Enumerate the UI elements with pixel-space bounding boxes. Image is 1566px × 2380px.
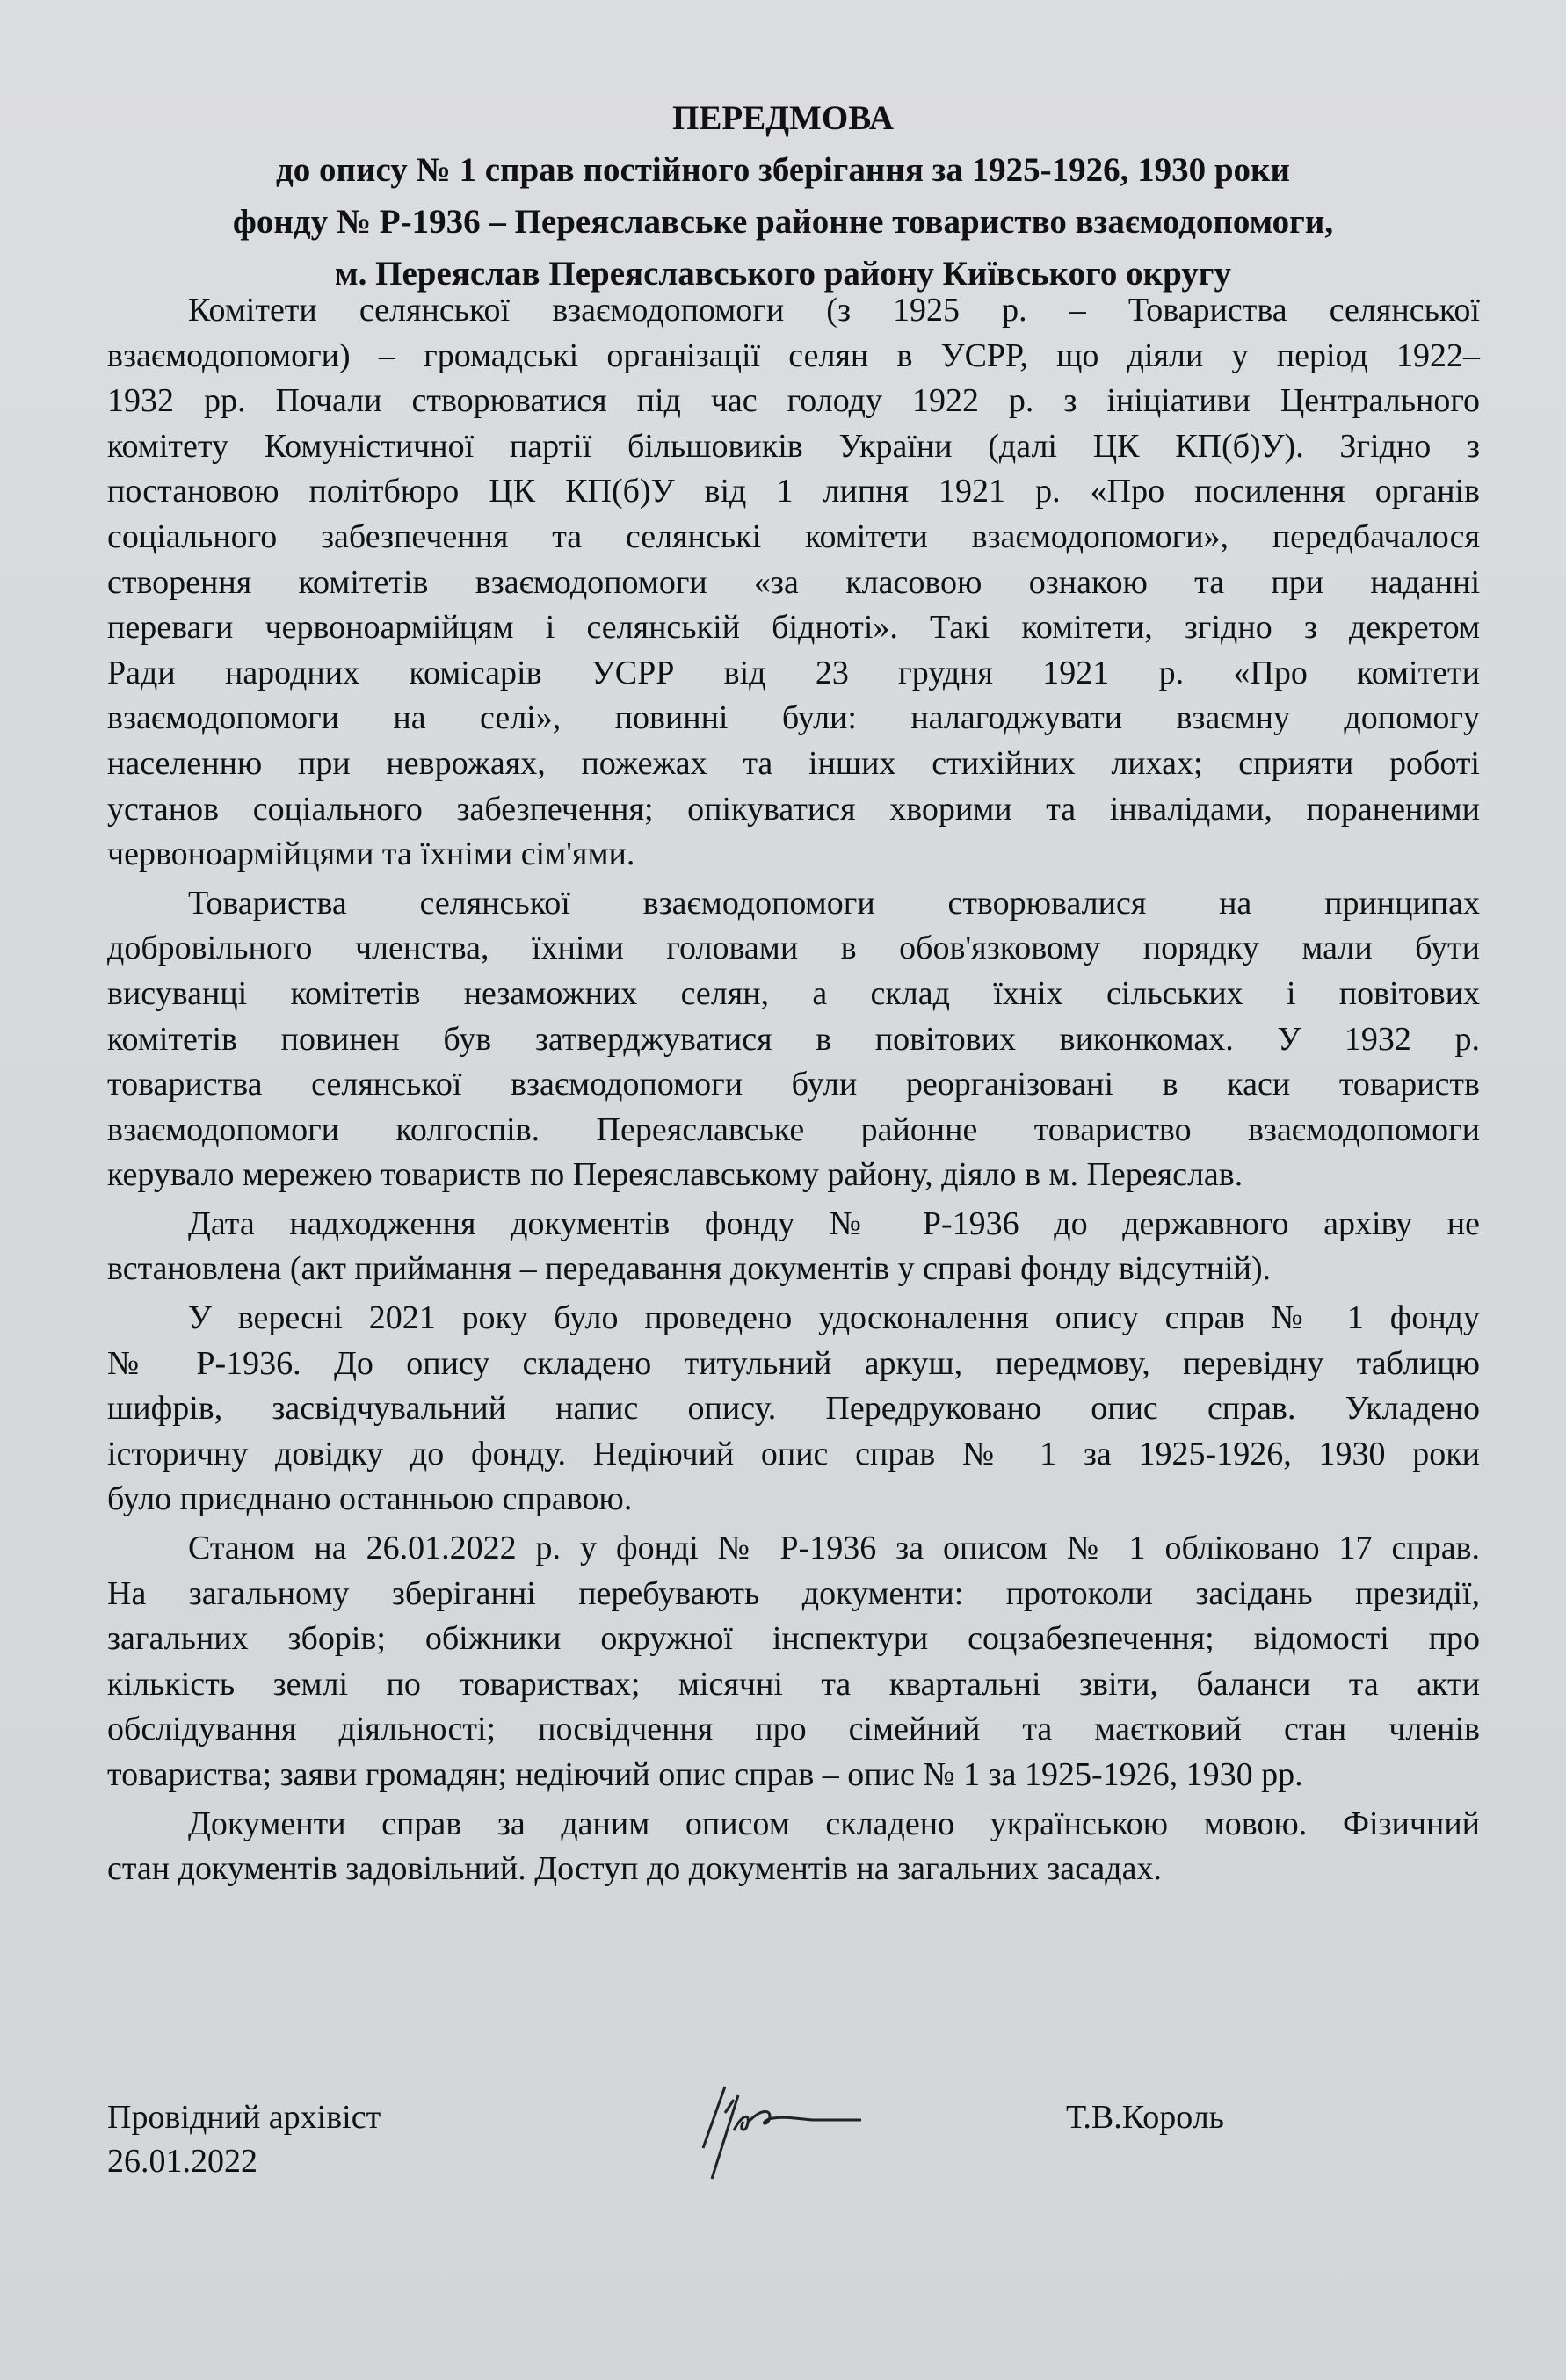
paragraph-line: товариства селянської взаємодопомоги були реорганізовані в каси товариств (107, 1066, 1480, 1103)
paragraph-line: комітету Комуністичної партії більшовиків України (далі ЦК КП(б)У). Згідно з (107, 427, 1480, 465)
paragraph-line: добровільного членства, їхніми головами в обов'язковому порядку мали бути (107, 930, 1480, 967)
paragraph-line: встановлена (акт приймання – передавання документів у справі фонду відсутній). (107, 1250, 1272, 1288)
paragraph-line: кількість землі по товариствах; місячні та квартальні звіти, баланси та акти (107, 1665, 1480, 1703)
paragraph-line: товариства; заяви громадян; недіючий опис справ – опис № 1 за 1925-1926, 1930 рр. (107, 1756, 1303, 1793)
signer-name: Т.В.Король (1066, 2099, 1224, 2136)
paragraph-line: стан документів задовільний. Доступ до документів на загальних засадах. (107, 1850, 1162, 1888)
signer-position: Провідний архівіст (107, 2099, 381, 2136)
paragraph (107, 288, 1480, 878)
paragraph-line: взаємодопомоги колгоспів. Переяславське районне товариство взаємодопомоги (107, 1110, 1480, 1148)
paragraph (107, 1526, 1480, 1798)
paragraph-line: Ради народних комісарів УСРР від 23 грудня 1921 р. «Про комітети (107, 654, 1480, 691)
paragraph-line: керувало мережею товариств по Переяславському району, діяло в м. Переяслав. (107, 1156, 1243, 1194)
paragraph-line: обслідування діяльності; посвідчення про сімейний та маєтковий стан членів (107, 1711, 1480, 1748)
paragraph-line: шифрів, засвідчувальний напис опису. Передруковано опис справ. Укладено (107, 1390, 1480, 1428)
paragraph-line: Станом на 26.01.2022 р. у фонді № Р-1936 за описом № 1 обліковано 17 справ. (188, 1530, 1480, 1567)
heading-line-3: м. Переяслав Переяславського району Київського округу (335, 255, 1231, 293)
paragraph-line: загальних зборів; обіжники окружної інспектури соцзабезпечення; відомості про (107, 1620, 1480, 1658)
signer-block (107, 2095, 381, 2183)
paragraph (107, 1202, 1480, 1292)
paragraph-line: взаємодопомоги) – громадські організації селян в УСРР, що діяли у період 1922– (107, 336, 1480, 374)
paragraph-line: соціального забезпечення та селянські комітети взаємодопомоги», передбачалося (107, 517, 1480, 555)
document-body (107, 288, 1480, 1896)
paragraph-line: установ соціального забезпечення; опікуватися хворими та інвалідами, пораненими (107, 790, 1480, 828)
paragraph-line: постановою політбюро ЦК КП(б)У від 1 липня 1921 р. «Про посилення органів (107, 473, 1480, 510)
heading-line-1: до опису № 1 справ постійного зберігання за 1925-1926, 1930 роки (276, 151, 1290, 189)
document-heading (88, 92, 1478, 300)
paragraph-line: Дата надходження документів фонду № Р-1936 до державного архіву не (188, 1204, 1480, 1242)
paragraph-line: № Р-1936. До опису складено титульний аркуш, передмову, перевідну таблицю (107, 1344, 1480, 1382)
handwritten-signature (685, 2078, 905, 2183)
paragraph-line: На загальному зберіганні перебувають документи: протоколи засідань президії, (107, 1574, 1480, 1612)
heading-title: ПЕРЕДМОВА (672, 99, 894, 137)
paragraph-line: У вересні 2021 року було проведено удосконалення опису справ № 1 фонду (188, 1299, 1480, 1337)
paragraph-line: взаємодопомоги на селі», повинні були: налагоджувати взаємну допомогу (107, 699, 1480, 737)
paragraph-line: населенню при неврожаях, пожежах та інших стихійних лихах; сприяти роботі (107, 744, 1480, 782)
paragraph-line: червоноармійцями та їхніми сім'ями. (107, 836, 635, 873)
signature-date: 26.01.2022 (107, 2143, 257, 2180)
paragraph-line: висуванці комітетів незаможних селян, а склад їхніх сільських і повітових (107, 974, 1480, 1012)
paragraph (107, 881, 1480, 1198)
paragraph (107, 1296, 1480, 1523)
paragraph-line: комітетів повинен був затверджуватися в повітових виконкомах. У 1932 р. (107, 1020, 1480, 1058)
paragraph-line: створення комітетів взаємодопомоги «за класовою ознакою та при наданні (107, 563, 1480, 601)
paragraph (107, 1802, 1480, 1892)
paragraph-line: переваги червоноармійцям і селянській бідноті». Такі комітети, згідно з декретом (107, 609, 1480, 647)
paragraph-line: 1932 рр. Почали створюватися під час голоду 1922 р. з ініціативи Центрального (107, 382, 1480, 420)
paragraph-line: історичну довідку до фонду. Недіючий опис справ № 1 за 1925-1926, 1930 роки (107, 1435, 1480, 1472)
paragraph-line: Документи справ за даним описом складено українською мовою. Фізичний (188, 1805, 1480, 1842)
paragraph-line: Товариства селянської взаємодопомоги створювалися на принципах (188, 884, 1480, 922)
paragraph-line: Комітети селянської взаємодопомоги (з 1925 р. – Товариства селянської (188, 292, 1480, 329)
heading-line-2: фонду № Р-1936 – Переяславське районне товариство взаємодопомоги, (232, 203, 1334, 241)
paragraph-line: було приєднано останньою справою. (107, 1480, 633, 1518)
